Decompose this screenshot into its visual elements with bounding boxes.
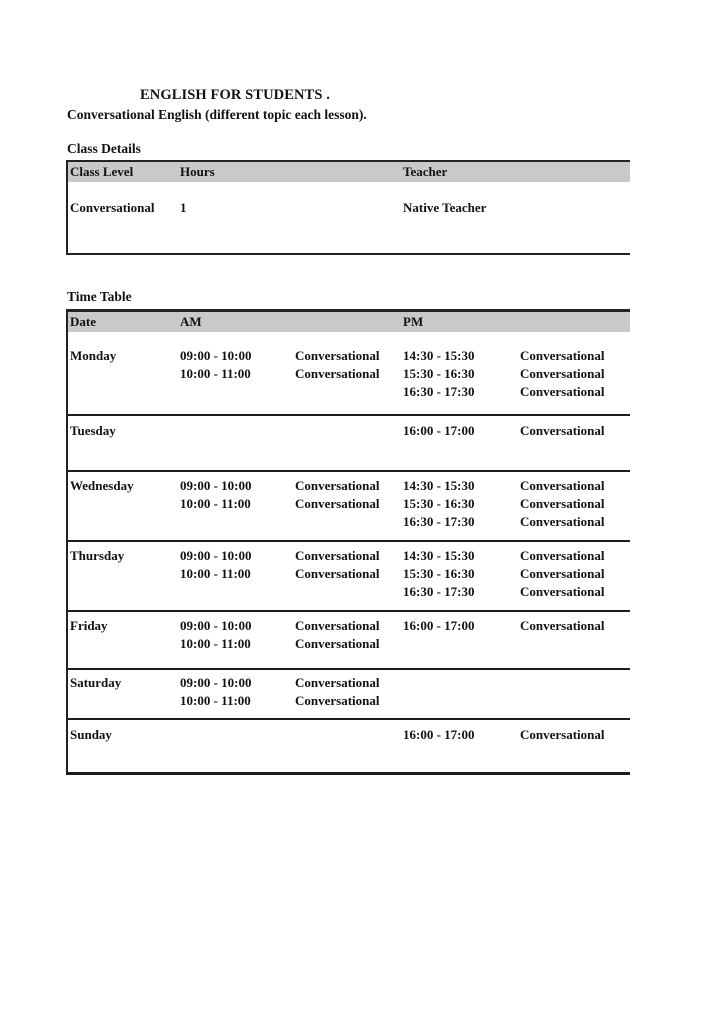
class-details-heading: Class Details — [67, 141, 141, 156]
pm-times — [403, 477, 520, 540]
am-time: 10:00 - 11:00 — [180, 636, 251, 651]
am-times — [180, 477, 295, 540]
pm-times — [403, 422, 520, 470]
hours-value: 1 — [180, 200, 187, 215]
am-subjects — [295, 477, 403, 540]
am-subject: Conversational — [295, 675, 380, 690]
pm-time: 16:30 - 17:30 — [403, 514, 475, 529]
pm-time: 15:30 - 16:30 — [403, 366, 475, 381]
pm-subject: Conversational — [520, 496, 605, 511]
am-subject: Conversational — [295, 496, 380, 511]
timetable-row-thursday — [68, 542, 630, 612]
day-label: Saturday — [70, 675, 122, 690]
pm-subject: Conversational — [520, 478, 605, 493]
pm-times — [403, 547, 520, 610]
column-header-date: Date — [70, 314, 96, 329]
time-table-heading: Time Table — [67, 289, 132, 304]
am-time: 10:00 - 11:00 — [180, 693, 251, 708]
day-label: Tuesday — [70, 423, 116, 438]
pm-time: 16:30 - 17:30 — [403, 584, 475, 599]
pm-subject: Conversational — [520, 423, 605, 438]
pm-time: 14:30 - 15:30 — [403, 548, 475, 563]
time-table — [66, 309, 630, 775]
pm-time: 16:30 - 17:30 — [403, 384, 475, 399]
pm-subject: Conversational — [520, 348, 605, 363]
am-times — [180, 674, 295, 718]
am-times — [180, 726, 295, 772]
pm-subjects — [520, 674, 630, 718]
pm-subject: Conversational — [520, 548, 605, 563]
pm-time: 14:30 - 15:30 — [403, 348, 475, 363]
timetable-row-friday — [68, 612, 630, 670]
day-label: Wednesday — [70, 478, 134, 493]
timetable-row-wednesday — [68, 472, 630, 542]
pm-subjects — [520, 617, 630, 668]
pm-subjects — [520, 477, 630, 540]
timetable-row-tuesday — [68, 416, 630, 472]
am-subject: Conversational — [295, 348, 380, 363]
pm-subject: Conversational — [520, 366, 605, 381]
pm-time: 14:30 - 15:30 — [403, 478, 475, 493]
pm-subject: Conversational — [520, 566, 605, 581]
pm-subjects — [520, 726, 630, 772]
pm-subject: Conversational — [520, 727, 605, 742]
am-subject: Conversational — [295, 548, 380, 563]
pm-subjects — [520, 347, 630, 414]
pm-time: 16:00 - 17:00 — [403, 423, 475, 438]
am-time: 10:00 - 11:00 — [180, 366, 251, 381]
pm-times — [403, 726, 520, 772]
am-subjects — [295, 347, 403, 414]
teacher-value: Native Teacher — [403, 200, 487, 215]
column-header-teacher: Teacher — [403, 164, 448, 179]
am-times — [180, 422, 295, 470]
column-header-am: AM — [180, 314, 202, 329]
column-header-hours: Hours — [180, 164, 215, 179]
am-time: 09:00 - 10:00 — [180, 548, 252, 563]
am-subject: Conversational — [295, 618, 380, 633]
am-time: 09:00 - 10:00 — [180, 348, 252, 363]
time-table-header-row — [68, 312, 630, 332]
am-times — [180, 617, 295, 668]
class-details-data-row — [68, 182, 630, 253]
pm-times — [403, 347, 520, 414]
column-header-pm: PM — [403, 314, 424, 329]
timetable-row-sunday — [68, 720, 630, 772]
pm-time: 16:00 - 17:00 — [403, 727, 475, 742]
pm-subject: Conversational — [520, 584, 605, 599]
am-time: 10:00 - 11:00 — [180, 496, 251, 511]
am-subjects — [295, 674, 403, 718]
pm-times — [403, 617, 520, 668]
am-subjects — [295, 617, 403, 668]
am-time: 09:00 - 10:00 — [180, 478, 252, 493]
class-level-value: Conversational — [70, 200, 155, 215]
am-subjects — [295, 422, 403, 470]
am-subjects — [295, 726, 403, 772]
am-times — [180, 547, 295, 610]
am-subject: Conversational — [295, 478, 380, 493]
pm-time: 15:30 - 16:30 — [403, 496, 475, 511]
pm-times — [403, 674, 520, 718]
am-subject: Conversational — [295, 366, 380, 381]
am-subject: Conversational — [295, 693, 380, 708]
am-times — [180, 347, 295, 414]
pm-time: 15:30 - 16:30 — [403, 566, 475, 581]
am-time: 10:00 - 11:00 — [180, 566, 251, 581]
pm-subject: Conversational — [520, 384, 605, 399]
class-details-table — [66, 160, 630, 255]
am-subjects — [295, 547, 403, 610]
am-subject: Conversational — [295, 636, 380, 651]
pm-time: 16:00 - 17:00 — [403, 618, 475, 633]
day-label: Monday — [70, 348, 117, 363]
am-time: 09:00 - 10:00 — [180, 675, 252, 690]
class-details-header-row — [68, 162, 630, 182]
day-label: Friday — [70, 618, 108, 633]
timetable-row-monday — [68, 332, 630, 416]
am-subject: Conversational — [295, 566, 380, 581]
document-title: ENGLISH FOR STUDENTS . — [140, 87, 330, 103]
day-label: Thursday — [70, 548, 125, 563]
document-subtitle: Conversational English (different topic each lesson). — [67, 107, 367, 122]
pm-subject: Conversational — [520, 618, 605, 633]
pm-subjects — [520, 422, 630, 470]
pm-subject: Conversational — [520, 514, 605, 529]
timetable-row-saturday — [68, 670, 630, 720]
am-time: 09:00 - 10:00 — [180, 618, 252, 633]
pm-subjects — [520, 547, 630, 610]
day-label: Sunday — [70, 727, 112, 742]
column-header-class-level: Class Level — [70, 164, 134, 179]
